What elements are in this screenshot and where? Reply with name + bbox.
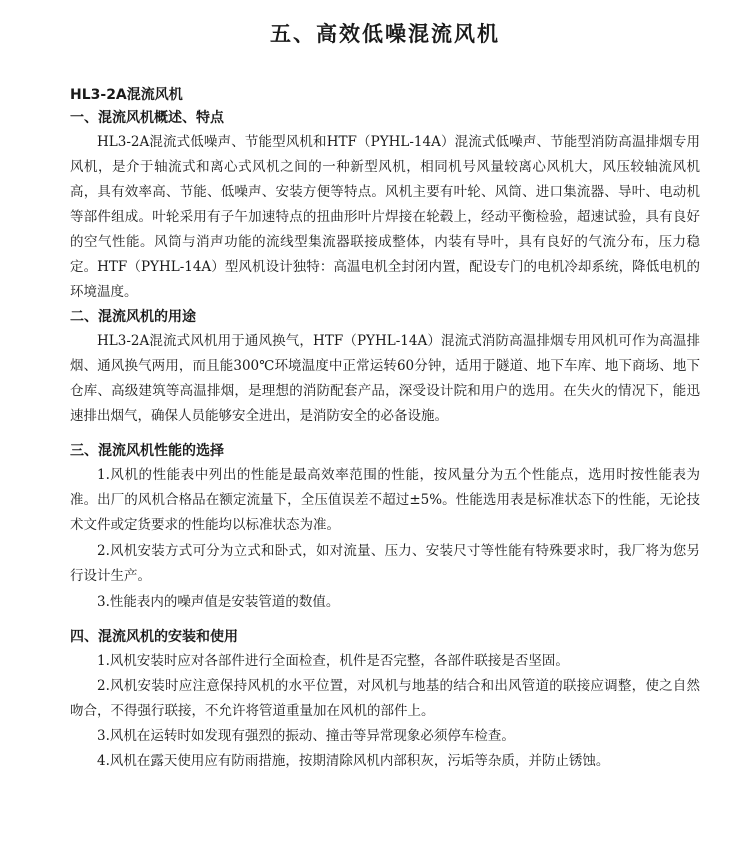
paragraph: 3.风机在运转时如发现有强烈的振动、撞击等异常现象必须停车检查。	[97, 728, 515, 744]
paragraph: 1.风机的性能表中列出的性能是最高效率范围的性能，按风量分为五个性能点，选用时按性能表为准。出厂的风机合格品在额定流量下，全压值误差不超过±5%。性能选用表是标准状态下的性能，无论技术文件或定货要求的性能均以标准状态为准。	[70, 467, 700, 533]
paragraph: 2.风机安装方式可分为立式和卧式，如对流量、压力、安装尺寸等性能有特殊要求时，我厂将为您另行设计生产。	[70, 543, 700, 584]
section-heading: 一、混流风机概述、特点	[70, 110, 224, 126]
paragraph: HL3-2A混流式低噪声、节能型风机和HTF（PYHL-14A）混流式低噪声、节能型消防高温排烟专用风机，是介于轴流式和离心式风机之间的一种新型风机，相同机号风量较离心风机大，风压较轴流风机高，具有效率高、节能、低噪声、安装方便等特点。风机主要有叶轮、风筒、进口集流器、导叶、电动机等部件组成。叶轮采用有子午加速特点的扭曲形叶片焊接在轮毂上，经动平衡检验，超速试验，具有良好的空气性能。风筒与消声功能的流线型集流器联接成整体，内装有导叶，具有良好的气流分布，压力稳定。HTF（PYHL-14A）型风机设计独特：高温电机全封闭内置，配设专门的电机冷却系统，降低电机的环境温度。	[70, 134, 700, 300]
model-heading: HL3-2A混流风机	[70, 87, 183, 103]
section-heading: 三、混流风机性能的选择	[70, 443, 224, 459]
section-installation	[70, 625, 700, 774]
paragraph: 2.风机安装时应注意保持风机的水平位置，对风机与地基的结合和出风管道的联接应调整，使之自然吻合，不得强行联接，不允许将管道重量加在风机的部件上。	[70, 678, 700, 719]
section-overview	[70, 106, 700, 305]
section-selection	[70, 439, 700, 615]
section-usage	[70, 305, 700, 429]
page-title: 五、高效低噪混流风机	[270, 22, 500, 46]
paragraph: 4.风机在露天使用应有防雨措施，按期清除风机内部积灰，污垢等杂质，并防止锈蚀。	[97, 753, 610, 769]
section-heading: 四、混流风机的安装和使用	[70, 629, 238, 645]
paragraph: 3.性能表内的噪声值是安装管道的数值。	[97, 594, 340, 610]
paragraph: 1.风机安装时应对各部件进行全面检查，机件是否完整，各部件联接是否坚固。	[97, 653, 569, 669]
section-heading: 二、混流风机的用途	[70, 309, 196, 325]
paragraph: HL3-2A混流式风机用于通风换气，HTF（PYHL-14A）混流式消防高温排烟专用风机可作为高温排烟、通风换气两用，而且能300℃环境温度中正常运转60分钟，适用于隧道、地下车库、地下商场、地下仓库、高级建筑等高温排烟，是理想的消防配套产品，深受设计院和用户的选用。在失火的情况下，能迅速排出烟气，确保人员能够安全进出，是消防安全的必备设施。	[70, 333, 700, 424]
